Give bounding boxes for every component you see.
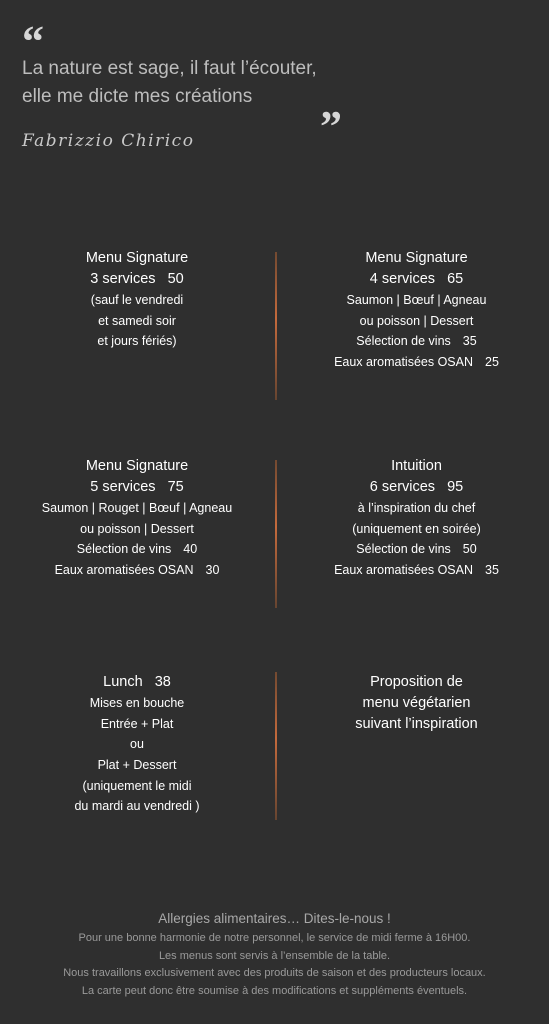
menu-title-line: suivant l’inspiration bbox=[355, 715, 478, 732]
menu-signature-4-services bbox=[284, 248, 549, 373]
wine-price: 50 bbox=[462, 542, 477, 557]
wine-pairing bbox=[284, 331, 549, 352]
water-label: Eaux aromatisées OSAN bbox=[334, 562, 474, 577]
wine-label: Sélection de vins bbox=[356, 334, 451, 349]
water-pairing bbox=[284, 352, 549, 373]
menu-title: Intuition bbox=[391, 458, 442, 474]
water-pairing bbox=[0, 560, 274, 581]
menu-title-line: menu végétarien bbox=[362, 694, 471, 711]
wine-label: Sélection de vins bbox=[356, 542, 451, 557]
water-price: 35 bbox=[485, 562, 499, 577]
menu-line: et samedi soir bbox=[98, 313, 176, 328]
menu-intuition-6-services bbox=[284, 456, 549, 581]
menu-line: (sauf le vendredi bbox=[90, 292, 184, 307]
menu-line: Saumon | Bœuf | Agneau bbox=[346, 292, 487, 307]
wine-pairing bbox=[284, 539, 549, 560]
water-label: Eaux aromatisées OSAN bbox=[54, 562, 194, 577]
column-divider bbox=[275, 252, 277, 400]
column-divider bbox=[275, 460, 277, 608]
footer-line: Nous travaillons exclusivement avec des produits de saison et des producteurs locaux. bbox=[63, 967, 486, 979]
menu-title: Menu Signature bbox=[365, 250, 468, 266]
menu-services-price bbox=[284, 269, 549, 290]
menu-vegetarian bbox=[284, 672, 549, 734]
menu-services: 3 services bbox=[90, 271, 156, 287]
menu-line: Plat + Dessert bbox=[97, 757, 177, 772]
menu-title-line: Proposition de bbox=[370, 674, 463, 690]
water-price: 30 bbox=[205, 562, 220, 577]
water-label: Eaux aromatisées OSAN bbox=[334, 354, 474, 369]
menu-line: (uniquement en soirée) bbox=[352, 521, 481, 536]
menu-title: Menu Signature bbox=[85, 458, 189, 474]
menu-price: 38 bbox=[154, 674, 171, 690]
menu-line: Saumon | Rouget | Bœuf | Agneau bbox=[41, 500, 233, 515]
menu-title: Menu Signature bbox=[85, 250, 189, 266]
menu-services-price bbox=[284, 477, 549, 498]
menu-line: du mardi au vendredi ) bbox=[74, 799, 200, 814]
menu-title: Lunch bbox=[103, 674, 143, 690]
chef-quote-line-1: La nature est sage, il faut l’écouter, bbox=[22, 58, 317, 79]
menu-title-price bbox=[0, 672, 274, 693]
menu-services: 5 services bbox=[90, 479, 156, 495]
wine-price: 35 bbox=[462, 334, 477, 349]
water-price: 25 bbox=[485, 354, 499, 369]
menu-signature-3-services bbox=[0, 248, 274, 352]
chef-quote-line-2: elle me dicte mes créations bbox=[22, 86, 253, 107]
menu-line: à l’inspiration du chef bbox=[357, 500, 476, 515]
menu-line: Mises en bouche bbox=[89, 695, 185, 710]
wine-pairing bbox=[0, 539, 274, 560]
menu-signature-5-services bbox=[0, 456, 274, 581]
menu-line: ou poisson | Dessert bbox=[80, 521, 194, 536]
close-quote-mark: ” bbox=[320, 102, 342, 151]
menu-line: Entrée + Plat bbox=[100, 716, 174, 731]
footer-line: La carte peut donc être soumise à des modifications et suppléments éventuels. bbox=[81, 984, 468, 997]
footer-notes bbox=[0, 908, 549, 1000]
chef-signature: Fabrizzio Chirico bbox=[22, 131, 195, 151]
wine-label: Sélection de vins bbox=[76, 542, 172, 557]
menu-line: ou bbox=[130, 737, 144, 752]
menu-price: 65 bbox=[447, 271, 464, 287]
menu-line: ou poisson | Dessert bbox=[359, 313, 474, 328]
menu-services-price bbox=[0, 269, 274, 290]
menu-services-price bbox=[0, 477, 274, 498]
allergy-notice: Allergies alimentaires… Dites-le-nous ! bbox=[158, 911, 391, 926]
open-quote-mark: “ bbox=[22, 17, 44, 66]
footer-line: Pour une bonne harmonie de notre personnel, le service de midi ferme à 16H00. bbox=[78, 932, 471, 944]
menu-line: et jours fériés) bbox=[97, 334, 177, 349]
column-divider bbox=[275, 672, 277, 820]
menu-services: 6 services bbox=[369, 479, 436, 495]
wine-price: 40 bbox=[183, 542, 198, 557]
menu-lunch bbox=[0, 672, 274, 817]
footer-line: Les menus sont servis à l’ensemble de la table. bbox=[158, 949, 391, 962]
menu-services: 4 services bbox=[369, 271, 436, 287]
menu-line: (uniquement le midi bbox=[82, 778, 192, 793]
water-pairing bbox=[284, 560, 549, 581]
menu-price: 95 bbox=[447, 479, 464, 495]
menu-price: 50 bbox=[167, 271, 184, 287]
menu-price: 75 bbox=[167, 479, 184, 495]
